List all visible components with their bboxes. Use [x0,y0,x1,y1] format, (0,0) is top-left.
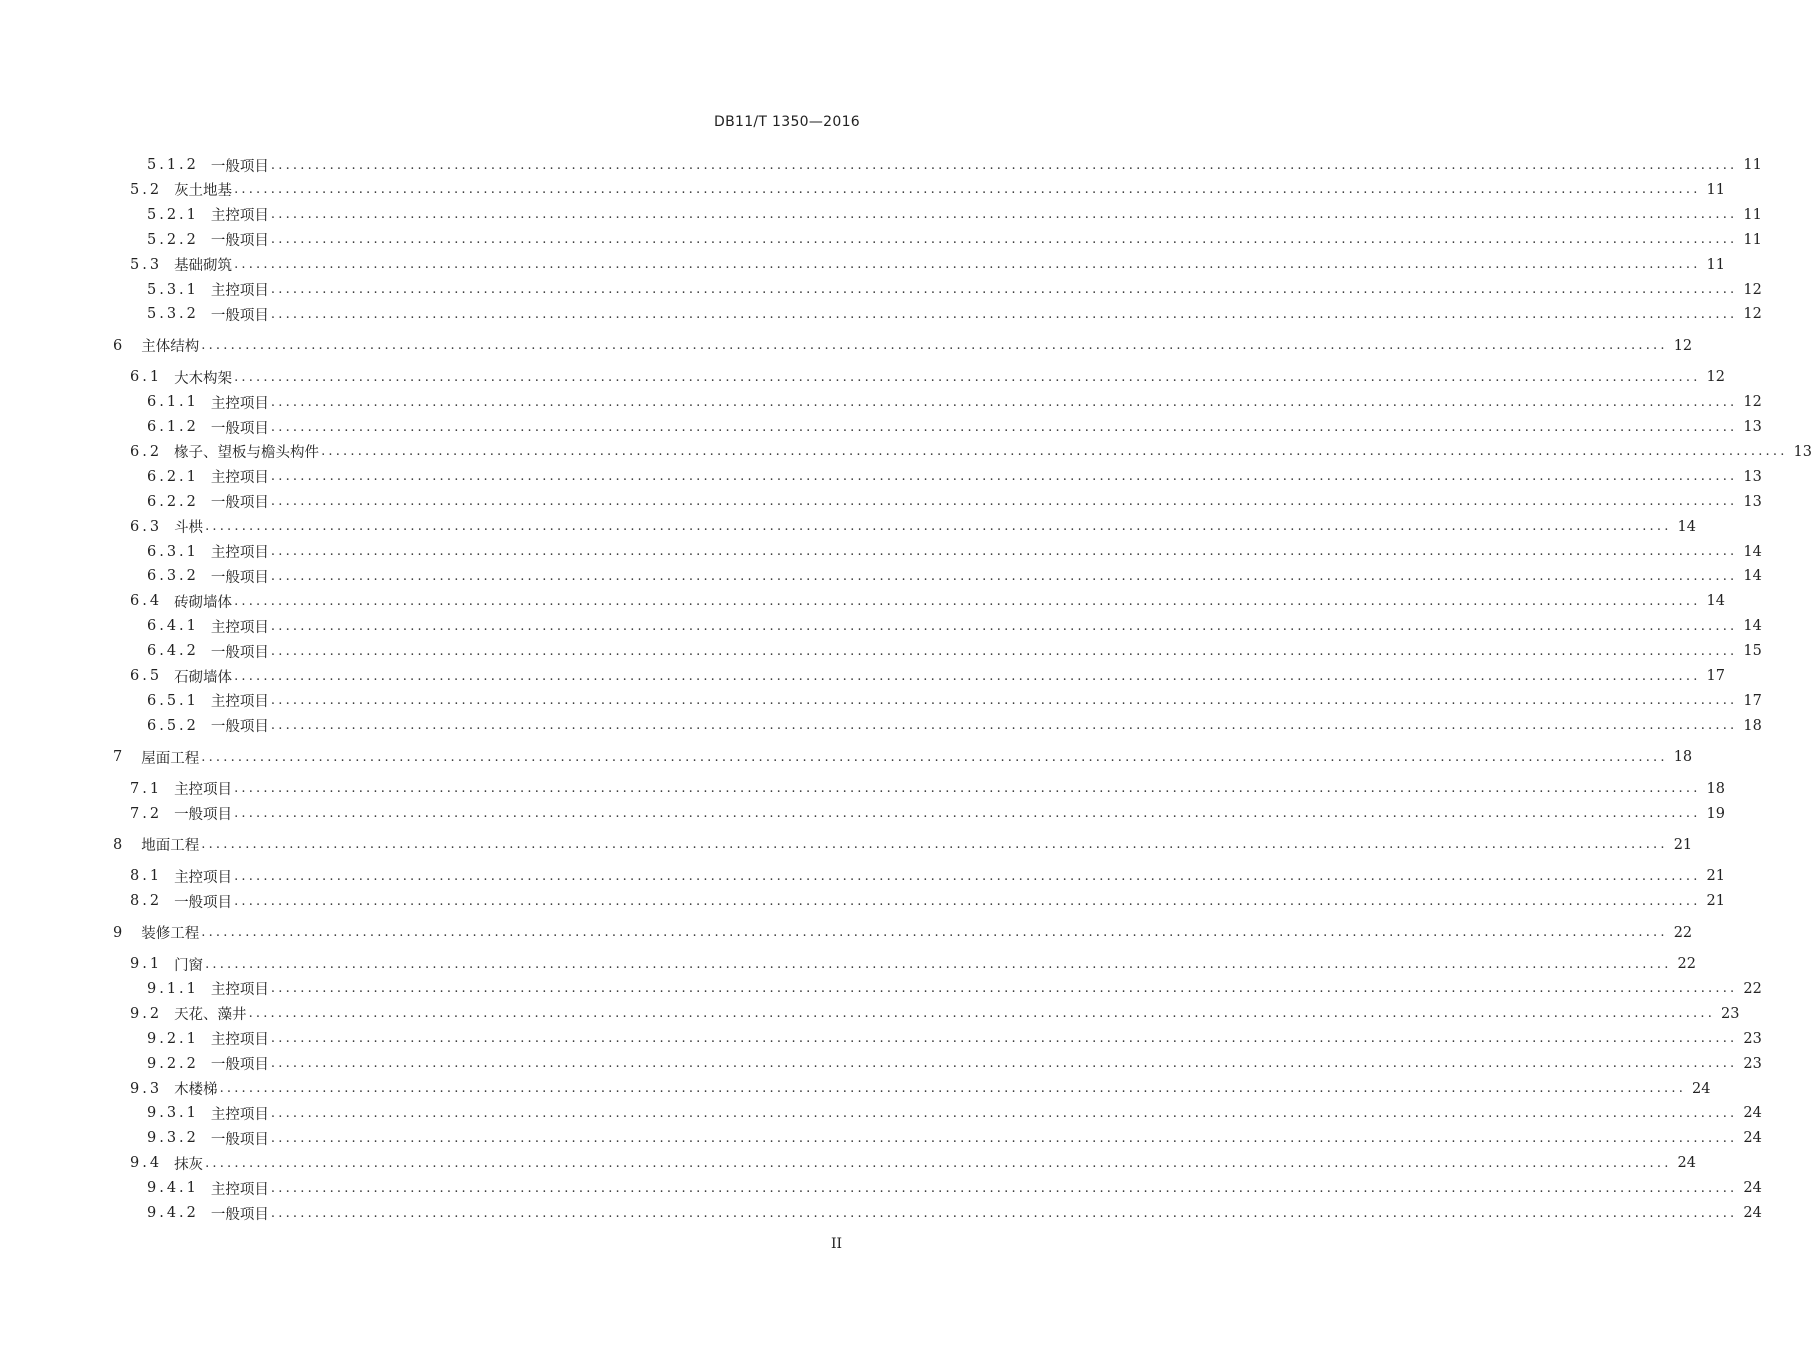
toc-entry[interactable] [130,953,1696,975]
toc-leader-dots: ........................................................................................................................................................................................................ [234,369,1701,385]
toc-entry-page: 21 [1706,868,1725,885]
toc-entry-title: 一般项目 [174,894,233,911]
toc-entry-number: 9.4.2 [147,1205,199,1221]
toc-entry-title: 主控项目 [174,782,233,799]
toc-entry-number: 9.2.1 [147,1030,199,1047]
toc-entry-number: 9.4.1 [147,1180,199,1197]
toc-entry-page: 12 [1743,306,1762,323]
toc-leader-dots: ........................................................................................................................................................................................................ [205,956,1672,972]
toc-leader-dots: ........................................................................................................................................................................................................ [270,1180,1738,1196]
toc-entry-page: 12 [1706,369,1725,386]
toc-leader-dots: ........................................................................................................................................................................................................ [270,1205,1738,1221]
toc-entry-number: 9.4 [130,1155,163,1172]
toc-entry-page: 11 [1706,256,1725,273]
toc-entry-title: 一般项目 [210,1206,269,1223]
toc-entry-page: 23 [1743,1055,1762,1072]
toc-leader-dots: ........................................................................................................................................................................................................ [234,893,1701,909]
toc-entry-title: 主控项目 [210,470,269,487]
toc-entry[interactable] [130,516,1696,538]
toc-entry-title: 椽子、望板与檐头构件 [174,445,320,462]
toc-entry-page: 24 [1692,1080,1711,1097]
toc-leader-dots: ........................................................................................................................................................................................................ [270,1031,1738,1047]
toc-entry-title: 主控项目 [210,545,269,561]
toc-entry-title: 屋面工程 [141,750,200,767]
toc-entry-title: 主控项目 [210,1181,269,1198]
toc-leader-dots: ........................................................................................................................................................................................................ [270,207,1738,223]
toc-entry-title: 主控项目 [210,283,269,299]
toc-entry-page: 24 [1743,1130,1762,1147]
toc-entry[interactable] [147,615,1762,637]
toc-entry[interactable] [147,1177,1762,1199]
toc-leader-dots: ........................................................................................................................................................................................................ [270,693,1738,709]
toc-entry-title: 主控项目 [210,208,269,225]
toc-entry-number: 8.1 [130,868,163,885]
toc-leader-dots: ........................................................................................................................................................................................................ [270,394,1738,410]
toc-leader-dots: ........................................................................................................................................................................................................ [270,494,1738,510]
toc-entry-page: 18 [1706,780,1725,797]
toc-entry[interactable] [147,541,1762,563]
toc-entry-number: 9.2 [130,1005,163,1022]
toc-leader-dots: ........................................................................................................................................................................................................ [270,1130,1738,1146]
toc-entry-number: 6.5 [130,668,163,684]
toc-entry[interactable] [130,366,1725,388]
toc-leader-dots: ........................................................................................................................................................................................................ [270,157,1738,173]
toc-entry-page: 11 [1743,157,1762,173]
page-number: II [831,1236,843,1252]
toc-entry-number: 5.2.1 [147,206,199,223]
toc-entry-number: 6.1 [130,369,163,386]
toc-entry[interactable] [130,179,1725,201]
toc-entry-number: 9.1 [130,956,163,972]
toc-entry-number: 9.3.2 [147,1130,199,1147]
toc-entry-title: 砖砌墙体 [174,594,233,611]
toc-leader-dots: ........................................................................................................................................................................................................ [270,643,1738,659]
toc-leader-dots: ........................................................................................................................................................................................................ [270,306,1738,322]
toc-leader-dots: ........................................................................................................................................................................................................ [201,749,1668,765]
toc-entry[interactable] [147,229,1762,251]
toc-entry-page: 24 [1743,1180,1762,1197]
toc-leader-dots: ........................................................................................................................................................................................................ [205,519,1672,535]
toc-entry-number: 7 [113,749,126,766]
toc-entry-number: 6.3 [130,518,163,535]
toc-leader-dots: ........................................................................................................................................................................................................ [234,668,1701,684]
toc-leader-dots: ........................................................................................................................................................................................................ [205,1155,1672,1171]
toc-leader-dots: ........................................................................................................................................................................................................ [234,868,1701,884]
toc-entry-page: 11 [1743,206,1762,223]
toc-entry-number: 5.3.1 [147,281,199,298]
toc-leader-dots: ........................................................................................................................................................................................................ [321,444,1788,460]
toc-entry[interactable] [147,1053,1762,1075]
toc-entry[interactable] [147,491,1762,513]
toc-entry-number: 9 [113,924,126,941]
toc-entry[interactable] [130,803,1725,825]
toc-entry-page: 18 [1673,749,1693,766]
toc-entry-title: 主控项目 [210,982,269,999]
toc-entry-title: 木楼梯 [174,1082,218,1098]
toc-entry-page: 14 [1743,543,1762,560]
toc-entry-page: 17 [1706,668,1725,684]
toc-entry-page: 13 [1743,419,1762,435]
toc-entry-page: 14 [1743,618,1762,635]
toc-leader-dots: ........................................................................................................................................................................................................ [270,232,1738,248]
toc-entry[interactable] [130,1003,1740,1025]
toc-leader-dots: ........................................................................................................................................................................................................ [270,1056,1738,1072]
toc-entry-title: 一般项目 [210,1057,269,1074]
toc-entry-number: 7.2 [130,805,163,822]
toc-entry-title: 一般项目 [210,158,269,175]
toc-entry[interactable] [147,279,1762,301]
toc-entry-page: 12 [1743,281,1762,298]
toc-entry-number: 5.3 [130,256,163,273]
toc-entry-page: 24 [1677,1155,1696,1172]
toc-entry-page: 19 [1706,805,1725,822]
toc-entry-number: 8.2 [130,893,163,910]
toc-entry-page: 13 [1743,493,1762,510]
toc-entry[interactable] [130,590,1725,612]
toc-leader-dots: ........................................................................................................................................................................................................ [270,568,1738,584]
toc-entry-page: 12 [1743,394,1762,411]
toc-entry-number: 6.2 [130,443,163,460]
toc-entry-page: 22 [1677,956,1696,972]
toc-entry-title: 主控项目 [210,1032,269,1049]
toc-entry[interactable] [147,1127,1762,1149]
toc-entry-title: 主控项目 [210,1106,269,1123]
toc-entry-title: 斗栱 [174,520,204,537]
toc-entry[interactable] [130,254,1725,276]
toc-entry[interactable] [113,746,1693,768]
toc-entry-number: 9.3.1 [147,1105,199,1122]
toc-entry[interactable] [147,1202,1762,1224]
toc-leader-dots: ........................................................................................................................................................................................................ [201,925,1668,941]
toc-entry[interactable] [147,303,1762,325]
toc-entry-title: 主控项目 [174,869,233,886]
toc-entry-page: 14 [1706,593,1725,610]
toc-entry[interactable] [130,665,1725,687]
toc-entry[interactable] [147,416,1762,438]
standard-code-header: DB11/T 1350—2016 [714,114,860,130]
toc-leader-dots: ........................................................................................................................................................................................................ [270,544,1738,559]
toc-entry-page: 14 [1677,518,1696,535]
toc-leader-dots: ........................................................................................................................................................................................................ [201,338,1668,354]
toc-entry-number: 5.2 [130,181,163,198]
toc-entry-title: 主体结构 [141,339,200,356]
toc-entry[interactable] [147,640,1762,662]
toc-entry-title: 一般项目 [210,495,269,512]
toc-leader-dots: ........................................................................................................................................................................................................ [234,781,1701,797]
toc-leader-dots: ........................................................................................................................................................................................................ [219,1081,1687,1096]
toc-entry-number: 6.1.2 [147,419,199,435]
toc-leader-dots: ........................................................................................................................................................................................................ [270,1105,1738,1121]
toc-leader-dots: ........................................................................................................................................................................................................ [270,282,1738,297]
toc-entry-title: 主控项目 [210,619,269,636]
toc-entry-title: 主控项目 [210,694,269,711]
toc-entry-title: 一般项目 [174,807,233,823]
toc-entry-number: 6.2.2 [147,493,199,510]
toc-entry-number: 6.3.1 [147,543,199,560]
toc-entry-number: 6.4.2 [147,643,199,660]
toc-entry[interactable] [130,778,1725,800]
toc-entry-page: 12 [1673,337,1693,354]
toc-entry-page: 15 [1743,643,1762,660]
toc-entry-number: 5.2.2 [147,231,199,248]
toc-entry-number: 6.2.1 [147,468,199,485]
toc-entry-title: 一般项目 [210,233,269,250]
toc-entry-page: 13 [1743,468,1762,485]
toc-entry-page: 11 [1706,181,1725,198]
toc-entry-number: 5.1.2 [147,157,199,173]
toc-entry-number: 7.1 [130,780,163,797]
toc-entry-number: 6.3.2 [147,568,199,585]
toc-leader-dots: ........................................................................................................................................................................................................ [270,718,1738,734]
toc-entry-title: 一般项目 [210,644,269,661]
toc-entry[interactable] [147,391,1762,413]
toc-entry-title: 主控项目 [210,395,269,412]
toc-entry-page: 17 [1743,692,1762,709]
toc-entry[interactable] [113,922,1693,944]
toc-leader-dots: ........................................................................................................................................................................................................ [201,837,1668,853]
toc-leader-dots: ........................................................................................................................................................................................................ [248,1006,1716,1022]
toc-entry[interactable] [147,154,1762,176]
toc-entry-page: 21 [1673,836,1693,853]
toc-entry-page: 24 [1743,1105,1762,1122]
toc-entry[interactable] [147,978,1762,1000]
toc-entry-number: 6.5.1 [147,692,199,709]
toc-entry-page: 23 [1743,1030,1762,1047]
toc-entry-page: 13 [1793,443,1812,460]
toc-entry[interactable] [147,204,1762,226]
toc-entry-title: 天花、藻井 [174,1007,247,1024]
toc-leader-dots: ........................................................................................................................................................................................................ [270,419,1738,435]
toc-entry-number: 5.3.2 [147,306,199,323]
toc-entry-page: 22 [1743,980,1762,997]
toc-entry-page: 11 [1743,231,1762,248]
toc-entry[interactable] [130,865,1725,887]
toc-leader-dots: ........................................................................................................................................................................................................ [270,469,1738,485]
toc-entry[interactable] [130,890,1725,912]
toc-entry-title: 灰土地基 [174,183,233,200]
toc-entry-number: 6 [113,337,126,354]
toc-entry[interactable] [147,690,1762,712]
toc-entry-page: 18 [1743,717,1762,734]
toc-leader-dots: ........................................................................................................................................................................................................ [234,593,1701,609]
toc-entry-number: 6.4 [130,593,163,610]
toc-entry-title: 一般项目 [210,569,269,586]
toc-entry-title: 门窗 [174,957,204,974]
toc-entry-title: 基础砌筑 [174,258,233,275]
toc-entry[interactable] [113,834,1693,856]
toc-entry[interactable] [130,441,1812,463]
toc-entry-number: 6.1.1 [147,394,199,411]
toc-entry-title: 一般项目 [210,719,269,736]
toc-entry-page: 21 [1706,893,1725,910]
toc-entry-title: 大木构架 [174,370,233,387]
toc-entry-page: 22 [1673,924,1693,941]
toc-entry[interactable] [113,335,1693,357]
toc-entry-page: 23 [1721,1005,1740,1022]
toc-entry-title: 一般项目 [210,1131,269,1148]
toc-entry-title: 一般项目 [210,307,269,324]
toc-leader-dots: ........................................................................................................................................................................................................ [270,618,1738,634]
toc-entry-page: 24 [1743,1205,1762,1221]
toc-leader-dots: ........................................................................................................................................................................................................ [234,182,1701,198]
toc-entry-number: 8 [113,836,126,853]
toc-leader-dots: ........................................................................................................................................................................................................ [234,806,1701,821]
toc-entry[interactable] [147,1028,1762,1050]
toc-leader-dots: ........................................................................................................................................................................................................ [234,257,1701,273]
toc-entry-number: 9.2.2 [147,1055,199,1072]
toc-entry-number: 6.4.1 [147,618,199,635]
toc-entry-title: 抹灰 [174,1156,204,1173]
toc-entry-number: 9.1.1 [147,980,199,997]
toc-entry-number: 6.5.2 [147,717,199,734]
toc-entry-title: 地面工程 [141,838,200,855]
toc-entry[interactable] [147,715,1762,737]
toc-entry[interactable] [147,1102,1762,1124]
toc-entry-title: 一般项目 [210,420,269,437]
toc-entry-page: 14 [1743,568,1762,585]
toc-entry-title: 装修工程 [141,926,200,943]
toc-entry[interactable] [147,466,1762,488]
toc-entry-title: 石砌墙体 [174,669,233,686]
toc-entry[interactable] [147,565,1762,587]
toc-entry-number: 9.3 [130,1080,163,1097]
toc-entry[interactable] [130,1152,1696,1174]
toc-leader-dots: ........................................................................................................................................................................................................ [270,981,1738,997]
toc-entry[interactable] [130,1078,1711,1100]
